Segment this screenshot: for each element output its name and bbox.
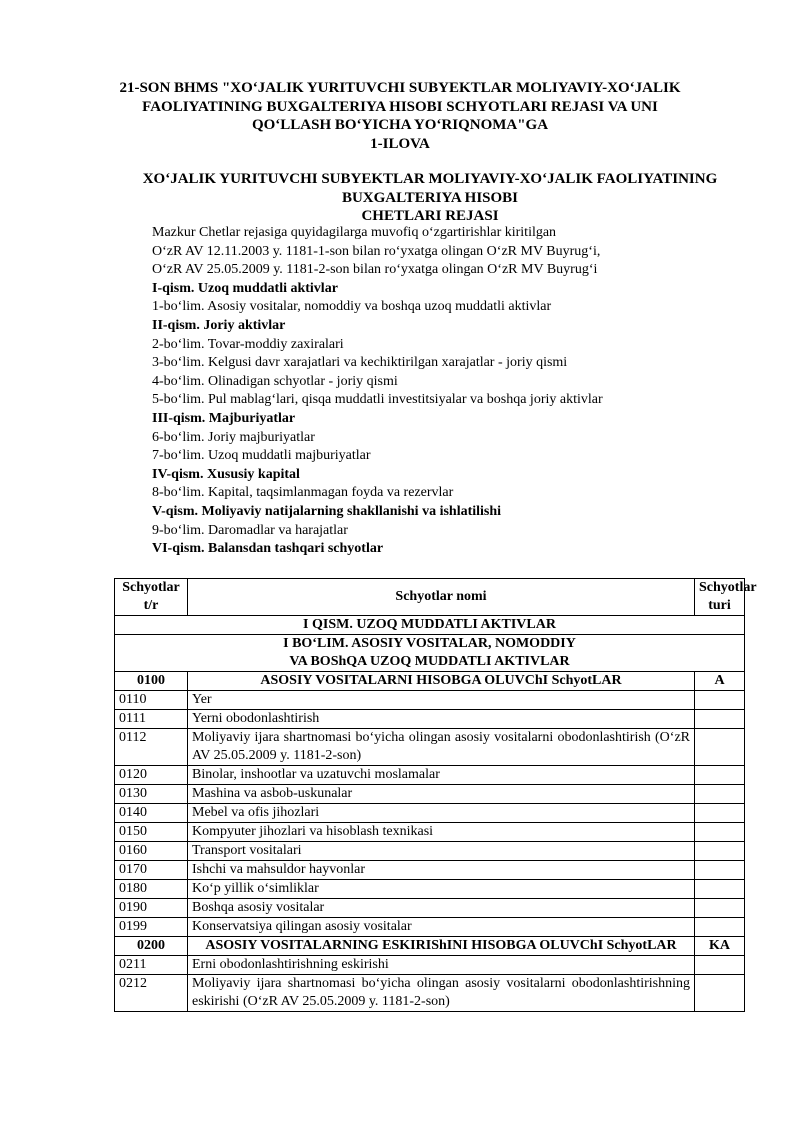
table-row — [115, 918, 745, 937]
header-code: Schyotlar t/r — [115, 579, 188, 616]
title-line: QO‘LLASH BO‘YICHA YO‘RIQNOMA"GA — [251, 117, 549, 133]
intro-line: 2-bo‘lim. Tovar-moddiy zaxiralari — [152, 336, 344, 352]
account-code: 0190 — [115, 899, 188, 918]
intro-line: O‘zR AV 25.05.2009 y. 1181-2-son bilan ro‘yxatga olingan O‘zR MV Buyrug‘i — [152, 262, 598, 278]
intro-line: 1-bo‘lim. Asosiy vositalar, nomoddiy va boshqa uzoq muddatli aktivlar — [152, 299, 552, 315]
document-subtitle — [100, 170, 760, 226]
account-code: 0211 — [115, 956, 188, 975]
table-row — [115, 861, 745, 880]
account-code: 0110 — [115, 691, 188, 710]
header-name: Schyotlar nomi — [188, 579, 695, 616]
intro-line: 4-bo‘lim. Olinadigan schyotlar - joriy qismi — [152, 373, 398, 389]
table-row — [115, 899, 745, 918]
title-line: 1-ILOVA — [370, 135, 430, 152]
account-type: KA — [695, 937, 745, 956]
table-row — [115, 710, 745, 729]
account-code: 0180 — [115, 880, 188, 899]
table-header-row — [115, 579, 745, 616]
table-row — [115, 823, 745, 842]
account-type — [695, 691, 745, 710]
subsection-title — [115, 635, 745, 672]
account-type — [695, 729, 745, 766]
table-row — [115, 766, 745, 785]
table-row — [115, 804, 745, 823]
account-type — [695, 804, 745, 823]
part-heading: III-qism. Majburiyatlar — [152, 410, 296, 426]
title-line: FAOLIYATINING BUXGALTERIYA HISOBI SCHYOTLARI REJASI VA UNI — [142, 98, 658, 115]
account-code: 0200 — [115, 937, 188, 956]
section-title-row — [115, 616, 745, 635]
account-name: ASOSIY VOSITALARNING ESKIRIShINI HISOBGA OLUVChI SchyotLAR — [188, 937, 695, 956]
part-heading: I-qism. Uzoq muddatli aktivlar — [152, 280, 338, 296]
account-name: Binolar, inshootlar va uzatuvchi moslamalar — [188, 766, 695, 785]
table-row — [115, 880, 745, 899]
account-group-row — [115, 937, 745, 956]
part-heading: IV-qism. Xususiy kapital — [152, 466, 300, 482]
section-title: I QISM. UZOQ MUDDATLI AKTIVLAR — [115, 616, 745, 635]
account-type — [695, 710, 745, 729]
intro-line: O‘zR AV 12.11.2003 y. 1181-1-son bilan ro‘yxatga olingan O‘zR MV Buyrug‘i, — [152, 243, 601, 259]
intro-line: 6-bo‘lim. Joriy majburiyatlar — [152, 429, 315, 445]
table-row — [115, 785, 745, 804]
intro-line: 5-bo‘lim. Pul mablag‘lari, qisqa muddatli investitsiyalar va boshqa joriy aktivlar — [152, 392, 603, 408]
table-row — [115, 975, 745, 1012]
subtitle-line: XO‘JALIK YURITUVCHI SUBYEKTLAR MOLIYAVIY-XO‘JALIK FAOLIYATINING — [142, 171, 718, 187]
table-row — [115, 956, 745, 975]
title-line: 21-SON BHMS "XO‘JALIK YURITUVCHI SUBYEKTLAR MOLIYAVIY-XO‘JALIK — [119, 80, 681, 96]
account-type — [695, 918, 745, 937]
account-name: Yerni obodonlashtirish — [188, 710, 695, 729]
account-name: Moliyaviy ijara shartnomasi bo‘yicha olingan asosiy vositalarni obodonlashtirishning eskirishi (O‘zR AV 25.05.2009 y. 1181-2-son) — [188, 975, 695, 1012]
account-code: 0100 — [115, 672, 188, 691]
account-type — [695, 785, 745, 804]
account-name: Boshqa asosiy vositalar — [188, 899, 695, 918]
account-name: Ishchi va mahsuldor hayvonlar — [188, 861, 695, 880]
subsection-title-line: VA BOShQA UZOQ MUDDATLI AKTIVLAR — [289, 654, 570, 669]
account-name: Moliyaviy ijara shartnomasi bo‘yicha olingan asosiy vositalarni obodonlashtirish (O‘zR AV 25.05.2009 y. 1181-2-son) — [188, 729, 695, 766]
account-name: Mebel va ofis jihozlari — [188, 804, 695, 823]
account-code: 0199 — [115, 918, 188, 937]
account-name: ASOSIY VOSITALARNI HISOBGA OLUVChI SchyotLAR — [188, 672, 695, 691]
account-type — [695, 861, 745, 880]
header-type: Schyotlar turi — [695, 579, 745, 616]
part-heading: V-qism. Moliyaviy natijalarning shakllanishi va ishlatilishi — [152, 503, 502, 519]
account-name: Kompyuter jihozlari va hisoblash texnikasi — [188, 823, 695, 842]
account-type — [695, 766, 745, 785]
account-code: 0111 — [115, 710, 188, 729]
account-code: 0120 — [115, 766, 188, 785]
table-row — [115, 691, 745, 710]
account-code: 0130 — [115, 785, 188, 804]
intro-list — [152, 224, 752, 559]
subtitle-line: BUXGALTERIYA HISOBI — [341, 189, 519, 206]
subsection-title-line: I BO‘LIM. ASOSIY VOSITALAR, NOMODDIY — [283, 636, 576, 651]
subsection-title-row — [115, 635, 745, 672]
account-code: 0112 — [115, 729, 188, 766]
account-type: A — [695, 672, 745, 691]
part-heading: II-qism. Joriy aktivlar — [152, 317, 286, 333]
part-heading: VI-qism. Balansdan tashqari schyotlar — [152, 541, 384, 557]
account-name: Ko‘p yillik o‘simliklar — [188, 880, 695, 899]
account-code: 0140 — [115, 804, 188, 823]
intro-line: 9-bo‘lim. Daromadlar va harajatlar — [152, 522, 348, 538]
intro-line: Mazkur Chetlar rejasiga quyidagilarga muvofiq o‘zgartirishlar kiritilgan — [152, 225, 557, 240]
account-type — [695, 842, 745, 861]
account-type — [695, 975, 745, 1012]
accounts-table — [114, 578, 757, 1012]
account-group-row — [115, 672, 745, 691]
account-code: 0212 — [115, 975, 188, 1012]
account-name: Konservatsiya qilingan asosiy vositalar — [188, 918, 695, 937]
intro-line: 7-bo‘lim. Uzoq muddatli majburiyatlar — [152, 448, 371, 464]
intro-line: 8-bo‘lim. Kapital, taqsimlanmagan foyda va rezervlar — [152, 485, 454, 501]
account-name: Yer — [188, 691, 695, 710]
account-code: 0160 — [115, 842, 188, 861]
account-name: Transport vositalari — [188, 842, 695, 861]
account-code: 0150 — [115, 823, 188, 842]
document-title — [110, 79, 690, 153]
account-type — [695, 823, 745, 842]
subtitle-line: CHETLARI REJASI — [361, 208, 499, 224]
account-type — [695, 899, 745, 918]
table-row — [115, 842, 745, 861]
intro-line: 3-bo‘lim. Kelgusi davr xarajatlari va kechiktirilgan xarajatlar - joriy qismi — [152, 355, 568, 371]
account-type — [695, 956, 745, 975]
account-type — [695, 880, 745, 899]
account-name: Mashina va asbob-uskunalar — [188, 785, 695, 804]
table-row — [115, 729, 745, 766]
account-code: 0170 — [115, 861, 188, 880]
account-name: Erni obodonlashtirishning eskirishi — [188, 956, 695, 975]
